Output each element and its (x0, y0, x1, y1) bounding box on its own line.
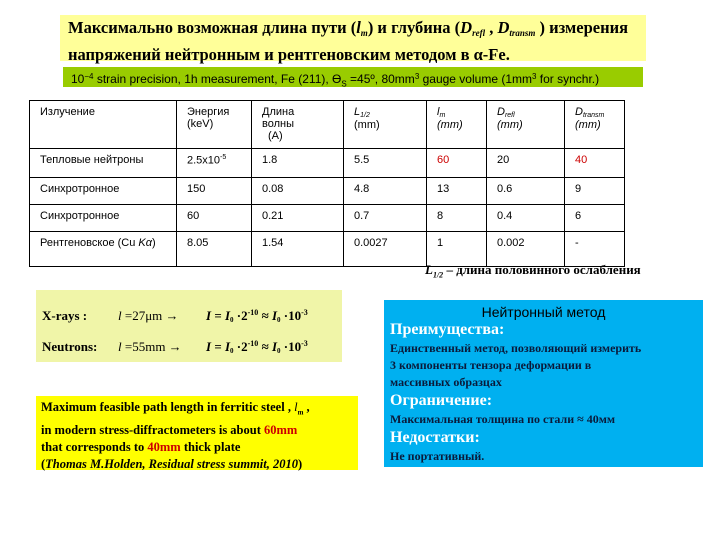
l-symbol: l (118, 308, 122, 323)
i0-symbol: I (271, 308, 278, 323)
note-citation (41, 456, 353, 473)
cell-d-refl: 0.002 (487, 232, 565, 267)
cell-lm: 8 (427, 205, 487, 232)
i-symbol: I (206, 308, 212, 323)
lm-symbol: l (294, 400, 298, 414)
drefl-symbol: D (460, 18, 473, 37)
holden-note-box (36, 396, 358, 470)
cell-d-refl: 20 (487, 149, 565, 178)
paren: ) (298, 456, 303, 471)
cell-d-transm: - (565, 232, 625, 267)
header-energy (177, 101, 252, 149)
header-unit: (mm) (497, 119, 523, 131)
drawbacks-heading: Недостатки: (390, 429, 480, 446)
header-unit: (mm) (575, 119, 601, 131)
radiation-comparison-table (29, 100, 625, 267)
header-unit: (keV) (187, 118, 214, 130)
i0-subscript: 0 (230, 316, 234, 324)
power-exponent: -3 (301, 308, 308, 317)
power-base: ·10 (280, 308, 302, 323)
cell-radiation: Синхротронное (30, 205, 177, 232)
conditions-text: for synchr.) (536, 72, 600, 86)
header-symbol: L (354, 106, 361, 118)
citation-text: Thomas M.Holden, Residual stress summit, 2010 (45, 456, 298, 471)
power-base: ·2 (233, 339, 248, 354)
radiation-label-end: ) (152, 237, 156, 249)
drefl-subscript: refl (472, 28, 486, 38)
i-symbol: I (206, 339, 212, 354)
dtransm-subscript: transm (509, 28, 536, 38)
i0-symbol: I (271, 339, 278, 354)
header-d-refl (487, 101, 565, 149)
lm-subscript: m (297, 408, 304, 417)
eq-sign: = (211, 339, 225, 354)
note-text: , (303, 400, 310, 414)
cell-d-refl: 0.4 (487, 205, 565, 232)
header-unit: (A) (268, 130, 283, 142)
conditions-exponent: −4 (84, 72, 94, 81)
cell-l-half: 0.0027 (344, 232, 427, 267)
power-base: ·10 (280, 339, 302, 354)
attenuation-equation (206, 308, 308, 323)
header-label: Длина (262, 106, 295, 118)
cell-lm: 13 (427, 178, 487, 205)
path-length-value: =27μm → (121, 308, 179, 323)
note-text: in modern stress-diffractometers is about (41, 422, 264, 437)
note-line-2 (41, 422, 353, 439)
title-text: ) и глубина ( (367, 18, 461, 37)
cell-d-transm: 9 (565, 178, 625, 205)
note-text: Maximum feasible path length in ferritic steel , (41, 400, 295, 414)
i0-symbol: I (224, 308, 231, 323)
path-length-value: =55mm → (121, 339, 182, 354)
approx-sign: ≈ (258, 308, 272, 323)
header-label: волны (262, 118, 294, 130)
table-header-row (30, 101, 625, 149)
highlight-value: 60mm (264, 422, 298, 437)
power-exponent: -10 (247, 308, 259, 317)
drawbacks-text: Не портативный. (390, 449, 485, 463)
conditions-text: 10 (71, 72, 85, 86)
header-label: Излучение (40, 106, 95, 118)
highlight-value: 40mm (147, 439, 181, 454)
caption-text: – длина половинного ослабления (443, 262, 641, 277)
header-label: Энергия (187, 106, 230, 118)
theta-subscript: S (341, 79, 347, 89)
header-unit: (mm) (354, 119, 380, 131)
note-text: thick plate (180, 439, 241, 454)
header-subscript: m (439, 112, 446, 119)
slide-title-box (60, 15, 646, 64)
cell-energy: 60 (177, 205, 252, 232)
header-symbol: D (497, 106, 505, 118)
cell-energy: 8.05 (177, 232, 252, 267)
cell-l-half: 0.7 (344, 205, 427, 232)
header-lm (427, 101, 487, 149)
attenuation-formula-box (36, 290, 342, 362)
formula-label: Neutrons: (42, 339, 98, 354)
title-line-2: напряжений нейтронным и рентгеновским методом в α-Fe. (68, 45, 510, 64)
i0-subscript: 0 (277, 316, 281, 324)
i0-subscript: 0 (277, 347, 281, 355)
l-half-caption (425, 262, 641, 280)
formula-label: X-rays : (42, 308, 88, 323)
cell-energy: 150 (177, 178, 252, 205)
advantages-line: 3 компоненты тензора деформации в (390, 358, 592, 372)
cell-wavelength: 0.21 (252, 205, 344, 232)
formula-row-neutrons (42, 339, 308, 355)
path-length (118, 339, 206, 355)
note-line-3 (41, 439, 353, 456)
header-radiation (30, 101, 177, 149)
header-symbol: l (437, 106, 440, 118)
energy-value: 2.5x10 (187, 154, 221, 167)
header-symbol: D (575, 106, 583, 118)
cell-l-half: 4.8 (344, 178, 427, 205)
cell-wavelength: 1.8 (252, 149, 344, 178)
conditions-exponent: 3 (414, 72, 420, 81)
cell-lm: 1 (427, 232, 487, 267)
header-d-transm (565, 101, 625, 149)
cell-radiation (30, 232, 177, 267)
conditions-exponent: 3 (531, 72, 537, 81)
cell-energy (177, 149, 252, 178)
title-separator: , (485, 18, 498, 37)
approx-sign: ≈ (258, 339, 272, 354)
l-half-symbol: L (425, 262, 433, 277)
neutron-method-box (384, 300, 703, 467)
power-exponent: -10 (247, 339, 259, 348)
limitation-text: Максимальная толщина по стали ≈ 40мм (390, 412, 616, 426)
table-row (30, 149, 625, 178)
power-base: ·2 (233, 308, 248, 323)
radiation-label: Рентгеновское (Cu (40, 237, 139, 249)
limitation-heading: Ограничение: (390, 392, 493, 409)
attenuation-equation (206, 339, 308, 354)
measurement-conditions-bar (63, 67, 643, 87)
cell-lm: 60 (427, 149, 487, 178)
cell-l-half: 5.5 (344, 149, 427, 178)
header-wavelength (252, 101, 344, 149)
dtransm-symbol: D (497, 18, 510, 37)
conditions-text: strain precision, 1h measurement, Fe (211), ϴ (93, 72, 342, 86)
conditions-text: gauge volume (1mm (419, 72, 532, 86)
header-subscript: transm (582, 112, 605, 119)
power-exponent: -3 (301, 339, 308, 348)
header-subscript: refl (504, 112, 515, 119)
table-row (30, 178, 625, 205)
formula-row-xrays (42, 308, 308, 324)
i0-subscript: 0 (230, 347, 234, 355)
title-text: Максимально возможная длина пути ( (68, 18, 357, 37)
title-line-1 (68, 17, 638, 44)
cell-radiation: Тепловые нейтроны (30, 149, 177, 178)
neutron-method-title: Нейтронный метод (481, 304, 606, 320)
table-row (30, 205, 625, 232)
i0-symbol: I (224, 339, 231, 354)
cell-d-refl: 0.6 (487, 178, 565, 205)
l-symbol: l (118, 339, 122, 354)
header-subscript: 1/2 (360, 112, 370, 119)
l-half-subscript: 1/2 (432, 270, 444, 280)
energy-exponent: -5 (220, 154, 227, 161)
paren: ( (41, 456, 46, 471)
advantages-heading: Преимущества: (390, 321, 505, 338)
cell-d-transm: 40 (565, 149, 625, 178)
cell-wavelength: 1.54 (252, 232, 344, 267)
advantages-line: Единственный метод, позволяющий измерить (390, 341, 642, 355)
note-text: that corresponds to (41, 439, 148, 454)
header-unit: (mm) (437, 119, 463, 131)
path-length (118, 308, 206, 324)
cell-radiation: Синхротронное (30, 178, 177, 205)
note-line-1 (41, 399, 353, 422)
lm-subscript: m (360, 28, 368, 38)
conditions-text: =45º, 80mm (346, 72, 415, 86)
k-alpha-symbol: Kα (138, 237, 153, 249)
header-l-half (344, 101, 427, 149)
cell-d-transm: 6 (565, 205, 625, 232)
title-text: ) измерения (535, 18, 629, 37)
cell-wavelength: 0.08 (252, 178, 344, 205)
eq-sign: = (211, 308, 225, 323)
lm-symbol: l (356, 18, 361, 37)
advantages-line: массивных образцах (390, 375, 502, 389)
